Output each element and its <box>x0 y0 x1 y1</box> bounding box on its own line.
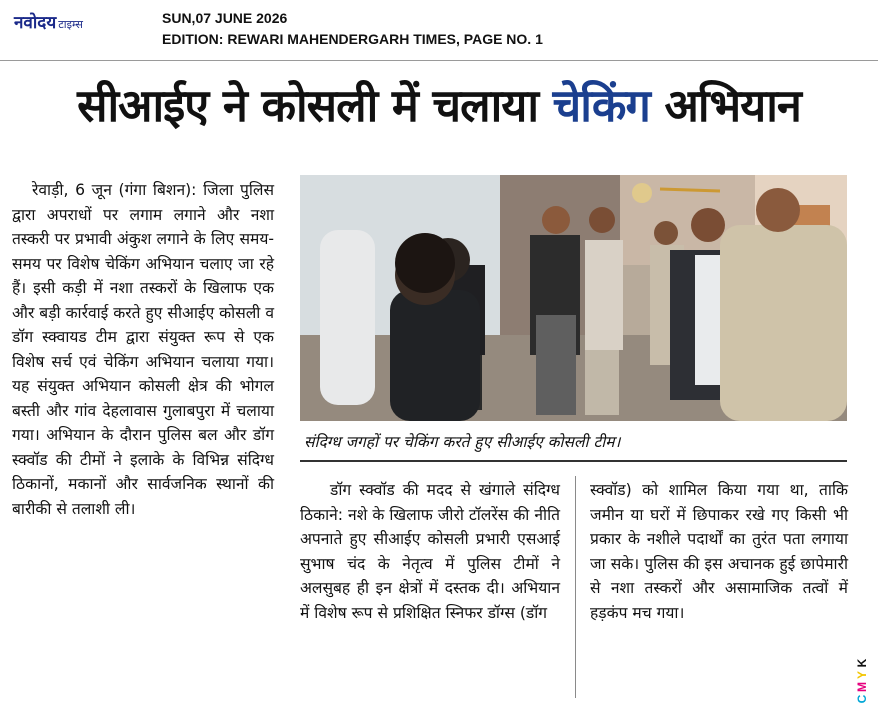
masthead-divider <box>0 60 878 61</box>
article-headline <box>0 76 878 136</box>
caption-divider <box>300 460 847 462</box>
article-column-1 <box>12 178 274 521</box>
logo-main-text: नवोदय <box>14 13 57 33</box>
headline-highlight: चेकिंग <box>552 79 650 132</box>
edition-date: SUN,07 JUNE 2026 <box>162 10 288 26</box>
edition-meta <box>162 8 543 50</box>
headline-part-2: अभियान <box>649 79 801 132</box>
news-photo <box>300 175 847 421</box>
article-paragraph-1: रेवाड़ी, 6 जून (गंगा बिशन): जिला पुलिस द्वारा अपराधों पर लगाम लगाने और नशा तस्करी पर प्रभावी अंकुश लगाने के लिए समय-समय पर विशेष चेकिंग अभियान चलाए जा रहे हैं। इसी कड़ी में नशा तस्करों के खिलाफ एक और बड़ी कार्रवाई करते हुए सीआईए कोसली व डॉग स्क्वायड टीम द्वारा संयुक्त रूप से एक विशेष सर्च एवं चेकिंग अभियान चलाया गया। यह संयुक्त अभियान कोसली क्षेत्र की भोगल बस्ती और गांव देहलावास गुलाबपुरा में चलाया गया। अभियान के दौरान पुलिस बल और डॉग स्क्वॉड की टीमों ने इलाके के विभिन्न संदिग्ध ठिकानों, मकानों और सार्वजनिक स्थानों की बारीकी से तलाशी ली। <box>12 181 274 518</box>
article-paragraph-3: स्क्वॉड) को शामिल किया गया था, ताकि जमीन या घरों में छिपाकर रखे गए किसी भी प्रकार के नशीले पदार्थों का तुरंत पता लगाया जा सके। पुलिस की इस अचानक हुई छापेमारी से नशा तस्करों और असामाजिक तत्वों में हड़कंप मच गया। <box>590 481 848 622</box>
news-photo-illustration <box>300 175 847 421</box>
edition-name: EDITION: REWARI MAHENDERGARH TIMES, PAGE NO. 1 <box>162 31 543 47</box>
article-column-3 <box>590 478 848 625</box>
headline-part-1: सीआईए ने कोसली में चलाया <box>77 79 553 132</box>
cmyk-registration-mark <box>856 657 868 705</box>
cmyk-k: K <box>855 658 869 668</box>
article-column-2 <box>300 478 560 625</box>
cmyk-y: Y <box>855 671 869 680</box>
masthead <box>0 0 878 60</box>
logo-sub-text: टाइम्स <box>58 18 83 31</box>
article-paragraph-2: डॉग स्क्वॉड की मदद से खंगाले संदिग्ध ठिकाने: नशे के खिलाफ जीरो टॉलरेंस की नीति अपनाते हुए सीआईए कोसली प्रभारी एसआई सुभाष चंद के नेतृत्व में पुलिस टीमों ने अलसुबह ही इन क्षेत्रों में दस्तक दी। अभियान में विशेष रूप से प्रशिक्षित स्निफर डॉग्स (डॉग <box>300 481 560 622</box>
column-divider <box>575 476 576 698</box>
photo-caption: संदिग्ध जगहों पर चेकिंग करते हुए सीआईए कोसली टीम। <box>304 433 621 451</box>
cmyk-c: C <box>855 694 869 704</box>
cmyk-m: M <box>855 682 869 692</box>
newspaper-logo[interactable] <box>14 10 83 33</box>
